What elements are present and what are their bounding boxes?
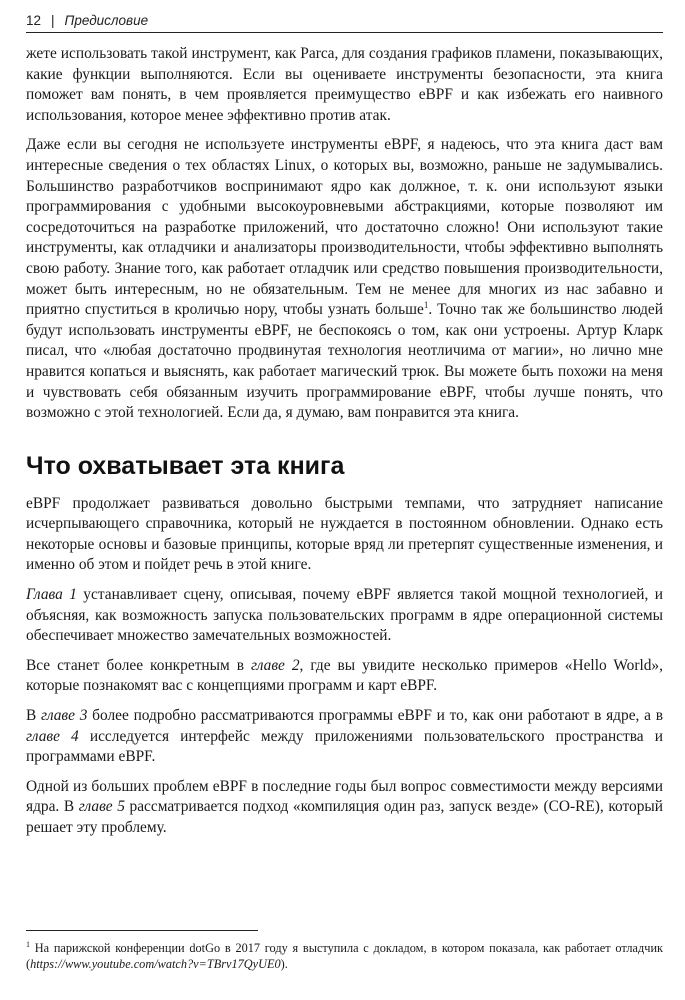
page-number: 12 (26, 13, 42, 28)
section-title: Предисловие (64, 13, 149, 28)
paragraph-chapter-2 (26, 656, 663, 697)
paragraph-text: В (26, 707, 42, 725)
paragraph-text: . Точно так же большинство людей будут использовать инструменты eBPF, не беспокоясь о том, как они устроены. Артур Кларк писал, что «любая достаточно продвинутая технология неотличима от магии», но лично мне нравится копаться и выяснять, как работает магический трюк. Вы можете быть похожи на меня и чувствовать себя обязанным изучить программирование eBPF, чтобы лучше понять, что возможно с этой технологией. Если да, я думаю, вам понравится эта книга. (26, 301, 664, 422)
paragraph-chapter-5 (26, 777, 663, 839)
section-heading: Что охватывает эта книга (26, 451, 345, 480)
footnote (26, 940, 663, 972)
header-separator: | (51, 13, 55, 28)
footnote-reference[interactable]: 1 (423, 300, 429, 310)
footnote-text: На парижской конференции dotGo в 2017 году я выступила с докладом, в котором показала, как работает отладчик ( (26, 941, 663, 971)
paragraph-overview: eBPF продолжает развиваться довольно быстрыми темпами, что затрудняет написание исчерпывающего справочника, который не нуждается в постоянном обновлении. Однако есть некоторые основы и базовые принципы, которые вряд ли претерпят существенные изменения, и именно об этом и пойдет речь в этой книге. (26, 494, 663, 574)
paragraph-text: Все станет более конкретным в (26, 656, 251, 674)
paragraph-text: исследуется интерфейс между приложениями пользовательского пространства и программами eBPF. (26, 727, 664, 766)
footnote-text-close: ). (280, 957, 288, 971)
paragraph-linux-kernel (26, 135, 663, 423)
running-header (26, 13, 663, 33)
paragraph-continuation: жете использовать такой инструмент, как Parca, для создания графиков пламени, показывающих, какие функции выполняются. Если вы оцениваете инструменты безопасности, эта книга поможет вам понять, в чем проявляется преимущество eBPF и как избежать его наивного использования, которое менее эффективно против атак. (26, 45, 663, 124)
chapter-ref: главе 2 (250, 656, 300, 674)
chapter-ref: главе 3 (41, 707, 88, 725)
footnote-link[interactable]: https://www.youtube.com/watch?v=TBrv17QyUE0 (30, 957, 281, 971)
paragraph-text: рассматривается подход «компиляция один раз, запуск везде» (CO-RE), который решает эту проблему. (26, 798, 663, 836)
paragraph-chapter-1 (26, 585, 663, 647)
paragraph-text: Одной из больших проблем eBPF в последние годы был вопрос совместимости между версиями ядра. В (26, 777, 663, 816)
chapter-ref: главе 5 (78, 798, 125, 816)
paragraph-text: более подробно рассматриваются программы eBPF и то, как они работают в ядре, а в (87, 707, 663, 725)
footnote-marker: 1 (26, 939, 30, 949)
chapter-ref: Глава 1 (26, 586, 77, 604)
chapter-ref: главе 4 (26, 727, 79, 745)
paragraph-text: Даже если вы сегодня не используете инструменты eBPF, я надеюсь, что эта книга даст вам интересные сведения о тех областях Linux, о которых вы, возможно, раньше не задумывались. Большинство разработчиков воспринимают ядро как должное, т. к. они используют языки программирования с удобными высокоуровневыми абстракциями, которые позволяют им сосредоточиться на разработке приложений, что достаточно сложно! Они используют такие инструменты, как отладчики и анализаторы производительности, чтобы эффективно выполнять свою работу. Знание того, как работает отладчик или средство повышения производительности, может быть интересным, но не обязательным. Тем не менее для многих из нас забавно и приятно спуститься в кроличью нору, чтобы узнать больше (26, 136, 663, 319)
paragraph-text: , где вы увидите несколько примеров «Hello World», которые познакомят вас с концепциями программ и карт eBPF. (26, 656, 663, 695)
page-body (26, 44, 663, 848)
paragraph-chapter-3-4 (26, 706, 663, 768)
footnote-divider (26, 930, 258, 931)
paragraph-text: устанавливает сцену, описывая, почему eBPF является такой мощной технологией, и объясняя, как возможность запуска пользовательских программ в ядре операционной системы обеспечивает множество замечательных возможностей. (26, 586, 663, 645)
